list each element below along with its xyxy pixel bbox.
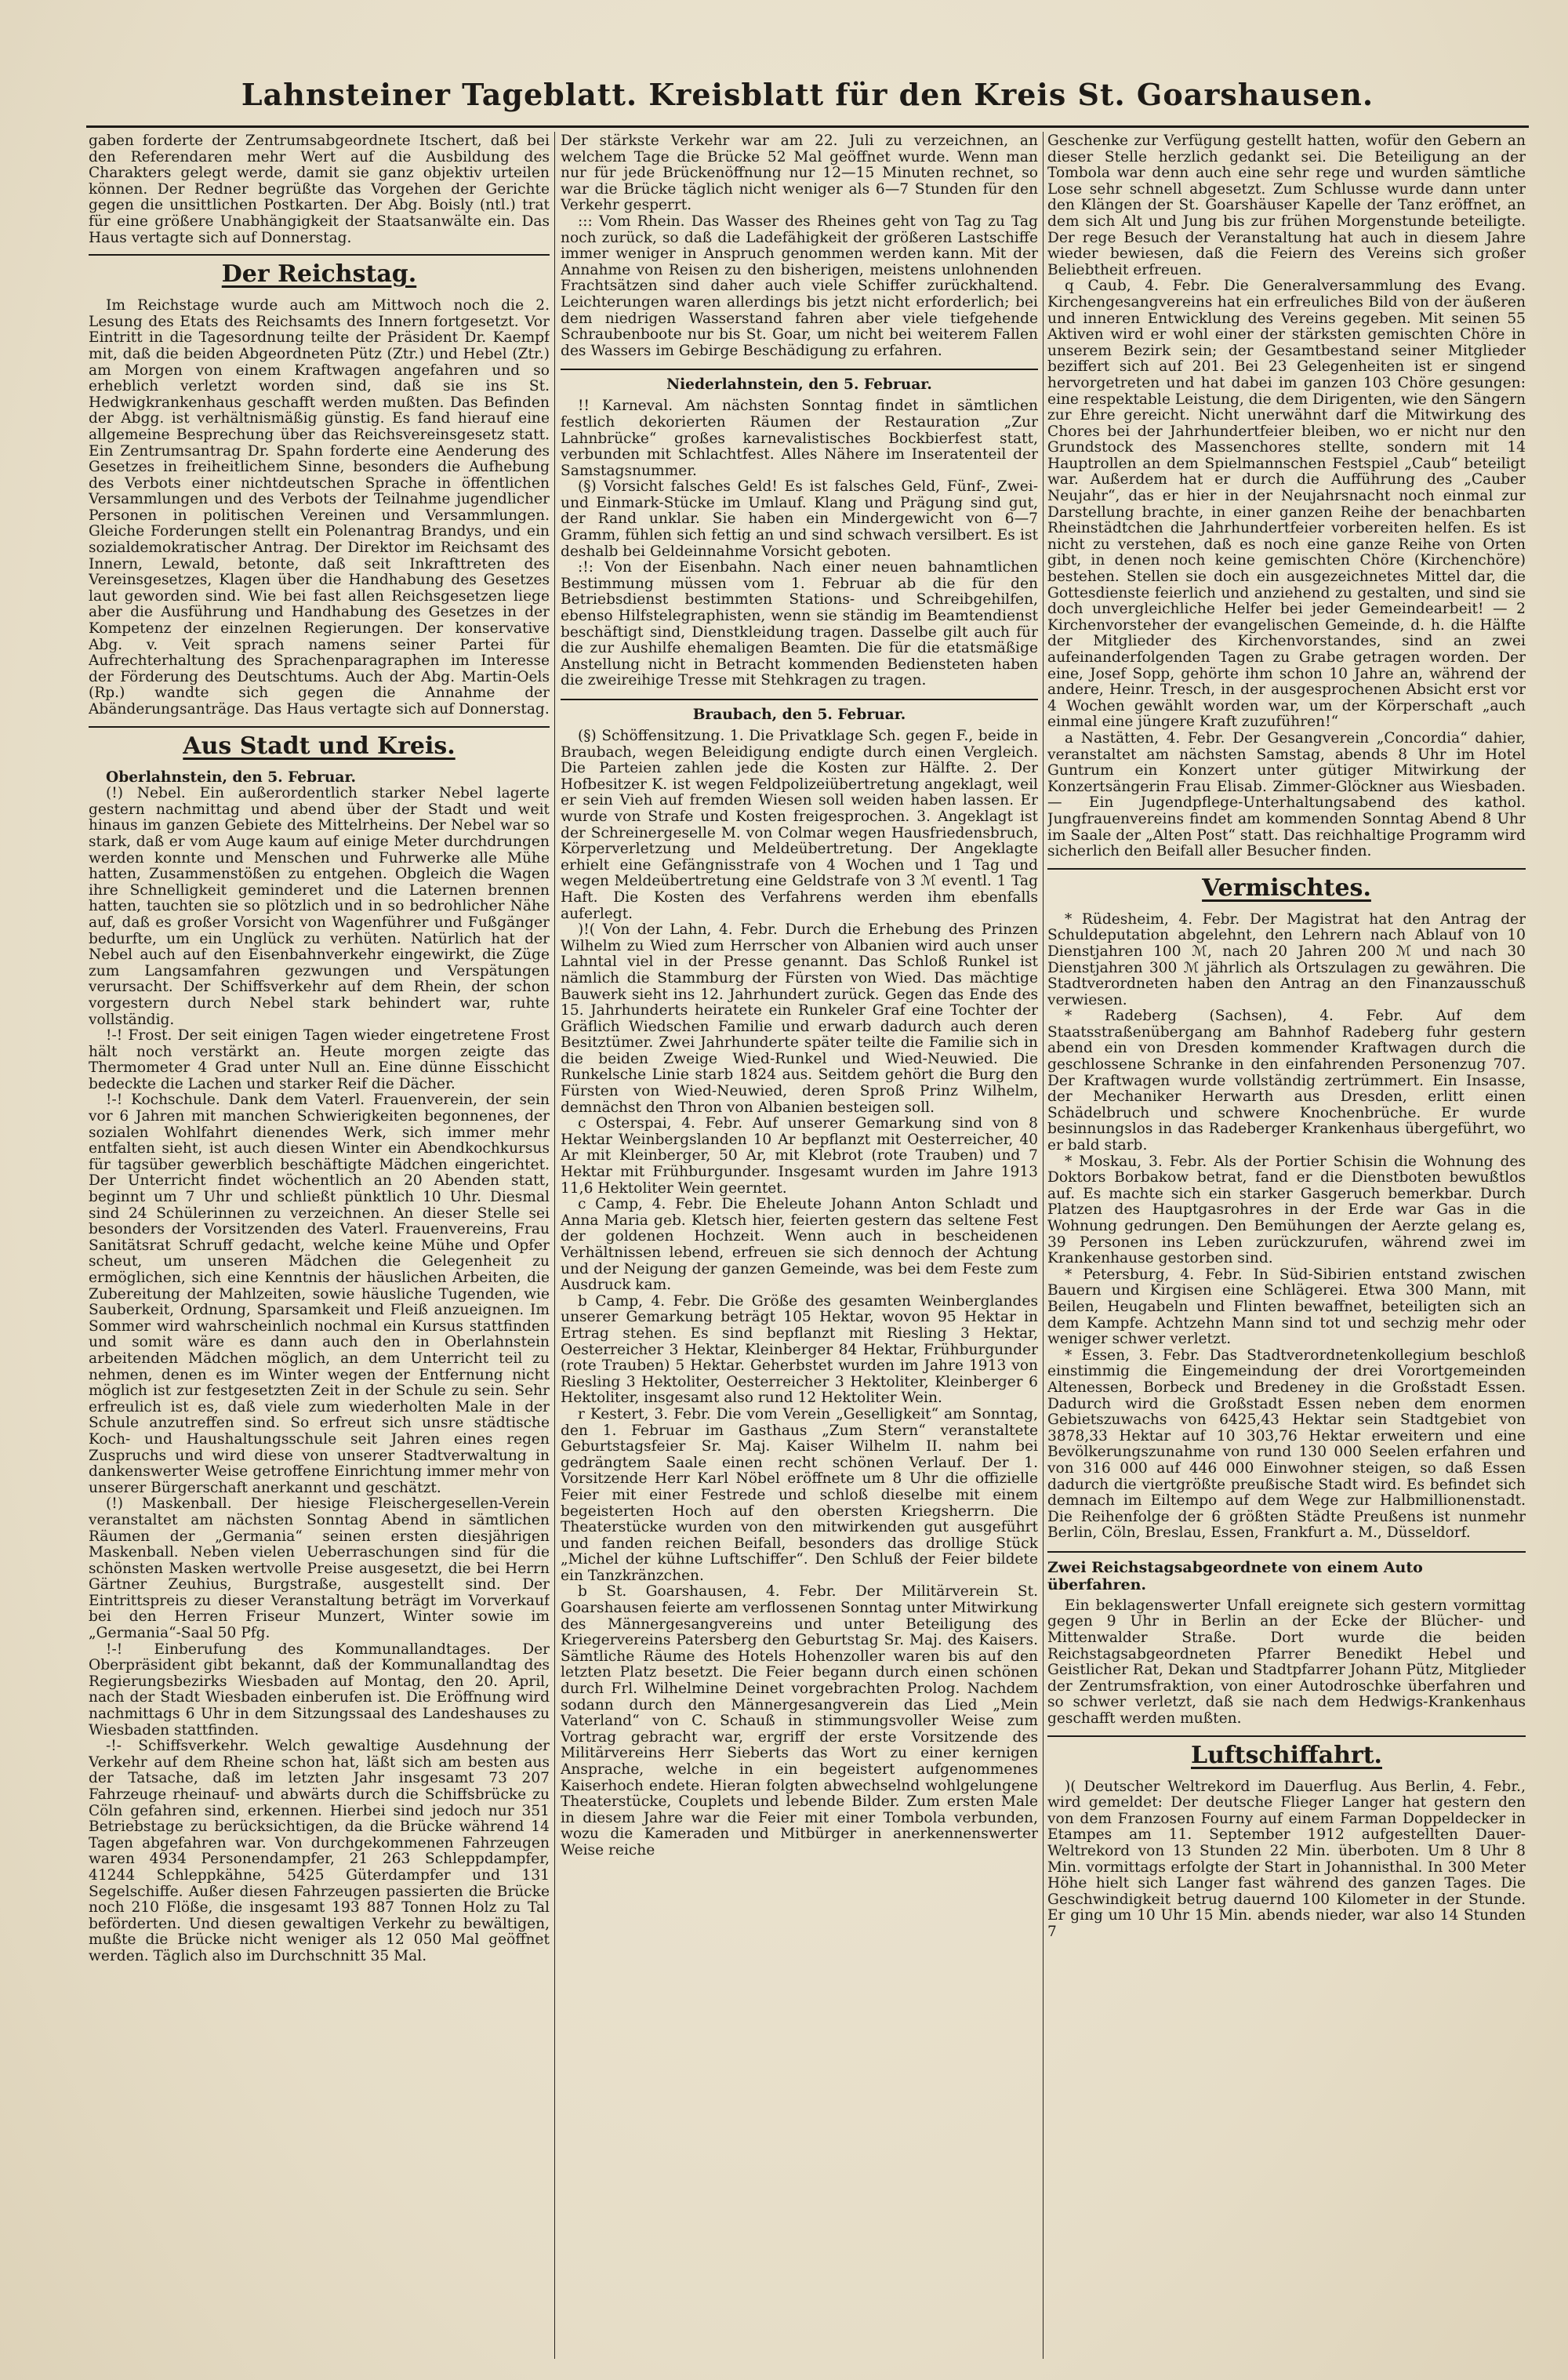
column-3 [1047,133,1526,2360]
column-divider [554,132,555,2359]
section-title: Der Reichstag. [221,260,417,289]
paragraph: c Osterspai, 4. Febr. Auf unserer Gemarkung sind von 8 Hektar Weinbergslanden 10 Ar bepflanzt mit Oesterreicher, 40 Ar mit Kleinberger, 50 Ar, mit Klebrot (rote Trauben) und 7 Hektar mit Frühburgunder. Insgesamt wurden im Jahre 1913 11,6 Hektoliter Wein geerntet. [561,1115,1038,1197]
paragraph: (§) Vorsicht falsches Geld! Es ist falsches Geld, Fünf-, Zwei- und Einmark-Stücke im Umlauf. Klang und Prägung sind gut, der Rand unklar. Sie haben ein Mindergewicht von 6—7 Gramm, fühlen sich fettig an und sind schwach versilbert. Es ist deshalb bei Geldeinnahme Vorsicht geboten. [561,478,1038,560]
column-divider [1043,132,1044,2359]
paragraph: ::: Vom Rhein. Das Wasser des Rheines geht von Tag zu Tag noch zurück, so daß die Ladefähigkeit der größeren Lastschiffe immer weniger in Anspruch genommen werden kann. Mit der Annahme von Reisen zu den bisherigen, meistens unlohnenden Frachtsätzen sind daher auch viele Schiffer zurückhaltend. Leichterungen waren allerdings bis jetzt nicht erforderlich; bei dem niedrigen Wasserstand fahren aber viele tiefgehende Schraubenboote nur bis St. Goar, um nicht bei weiterem Fallen des Wassers im Gebirge Beschädigung zu erfahren. [561,213,1038,359]
column-1 [89,133,550,2360]
paragraph: c Camp, 4. Febr. Die Eheleute Johann Anton Schladt und Anna Maria geb. Kletsch hier, feierten gestern das seltene Fest der goldenen Hochzeit. Wenn auch in bescheidenen Verhältnissen lebend, erfreuen sie sich dennoch der Achtung und der Neigung der ganzen Gemeinde, was bei dem Feste zum Ausdruck kam. [561,1196,1038,1294]
paragraph: Der stärkste Verkehr war am 22. Juli zu verzeichnen, an welchem Tage die Brücke 52 Mal geöffnet wurde. Wenn man nur für jede Brückenöffnung nur 12—15 Minuten rechnet, so war die Brücke täglich nicht weniger als 6—7 Stunden für den Verkehr gesperrt. [561,133,1038,214]
paragraph: Ein beklagenswerter Unfall ereignete sich gestern vormittag gegen 9 Uhr in Berlin an der Ecke der Blücher- und Mittenwalder Straße. Dort wurde die beiden Reichstagsabgeordneten Pfarrer Benedikt Hebel und Geistlicher Rat, Dekan und Stadtpfarrer Johann Pütz, Mitglieder der Zentrumsfraktion, von einer Autodroschke überfahren und so schwer verletzt, daß sie nach dem Hedwigs-Krankenhaus geschafft werden mußten. [1047,1597,1526,1728]
paragraph: * Rüdesheim, 4. Febr. Der Magistrat hat den Antrag der Schuldeputation abgelehnt, den Lehrern nach Ablauf von 10 Dienstjahren 100 ℳ, nach 20 Jahren 200 ℳ und nach 30 Dienstjahren 300 ℳ jährlich als Ortszulagen zu gewähren. Die Stadtverordneten haben den Antrag an den Finanzausschuß verwiesen. [1047,910,1526,1008]
masthead-rule [86,125,1529,128]
section-header [1047,1735,1526,1773]
paragraph: * Petersburg, 4. Febr. In Süd-Sibirien entstand zwischen Bauern und Kirgisen eine Schlägerei. Etwa 300 Mann, mit Beilen, Heugabeln und Flinten bewaffnet, beteiligten sich an dem Kampfe. Achtzehn Mann sind tot und sechzig mehr oder weniger schwer verletzt. [1047,1266,1526,1348]
paragraph: gaben forderte der Zentrumsabgeordnete Itschert, daß bei den Referendaren mehr Wert auf die Ausbildung des Charakters gelegt werde, damit sie ganz objektiv urteilen können. Der Redner begrüßte das Vorgehen der Gerichte gegen die unsittlichen Postkarten. Der Abg. Boisly (ntl.) trat für eine größere Unabhängigkeit der Staatsanwälte ein. Das Haus vertagte sich auf Donnerstag. [89,133,550,246]
masthead: Lahnsteiner Tageblatt. Kreisblatt für den Kreis St. Goarshausen. [241,77,1374,112]
dateline: Braubach, den 5. Februar. [561,699,1038,724]
article-headline: Zwei Reichstagsabgeordnete von einem Auto überfahren. [1047,1551,1526,1593]
paragraph: !! Karneval. Am nächsten Sonntag findet in sämtlichen festlich dekorierten Räumen der Restauration „Zur Lahnbrücke“ großes karnevalistisches Bockbierfest statt, verbunden mit Schlachtfest. Alles Nähere im Inseratenteil der Samstagsnummer. [561,398,1038,479]
paragraph: (!) Nebel. Ein außerordentlich starker Nebel lagerte gestern nachmittag und abend über der Stadt und weit hinaus im ganzen Gebiete des Mittelrheins. Der Nebel war so stark, daß er vom Auge kaum auf einige Meter durchdrungen werden konnte und Menschen und Fuhrwerke alle Mühe hatten, Zusammenstößen zu entgehen. Obgleich die Wagen ihre Schnelligkeit geminderet und die Laternen brennen hatten, tauchten sie so plötzlich und in so bedrohlicher Nähe auf, daß es großer Vorsicht von Wagenführer und Fußgänger bedurfte, um ein Unglück zu verhüten. Natürlich hat der Nebel auch auf den Eisenbahnverkehr eingewirkt, die Züge zum Langsamfahren gezwungen und Verspätungen verursacht. Der Schiffsverkehr auf dem Rhein, der schon vorgestern durch Nebel stark behindert war, ruhte vollständig. [89,785,550,1028]
paragraph: * Essen, 3. Febr. Das Stadtverordnetenkollegium beschloß einstimmig die Eingemeindung der drei Vorortgemeinden Altenessen, Borbeck und Bredeney in die Großstadt Essen. Dadurch wird die Großstadt Essen neben dem enormen Gebietszuwachs von 6425,43 Hektar sein Stadtgebiet von 3878,33 Hektar auf 10 303,76 Hektar erweitern und eine Bevölkerungszunahme von rund 130 000 Seelen erfahren und von 316 000 auf 446 000 Einwohner steigen, so daß Essen dadurch die viertgrößte preußische Stadt wird. Es befindet sich demnach im Eiltempo auf dem Wege zur Halbmillionenstadt. Die Reihenfolge der 6 größten Städte Preußens ist nunmehr Berlin, Cöln, Breslau, Essen, Frankfurt a. M., Düsseldorf. [1047,1346,1526,1542]
paragraph: )( Deutscher Weltrekord im Dauerflug. Aus Berlin, 4. Febr., wird gemeldet: Der deutsche Flieger Langer hat gestern den von dem Franzosen Fourny auf einem Farman Doppeldecker in Etampes am 11. September 1912 aufgestellten Dauer-Weltrekord von 13 Stunden 22 Min. überboten. Um 8 Uhr 8 Min. vormittags erfolgte der Start in Johannisthal. In 300 Meter Höhe hielt sich Langer fast während des ganzen Tages. Die Geschwindigkeit betrug dauernd 100 Kilometer in der Stunde. Er ging um 10 Uhr 15 Min. abends nieder, war also 14 Stunden 7 [1047,1778,1526,1940]
section-title: Vermischtes. [1202,874,1371,902]
dateline: Niederlahnstein, den 5. Februar. [561,369,1038,394]
paragraph: -!- Schiffsverkehr. Welch gewaltige Ausdehnung der Verkehr auf dem Rheine schon hat, läßt sich am besten aus der Tatsache, daß im letzten Jahr insgesamt 73 207 Fahrzeuge rheinauf- und abwärts durch die Schiffsbrücke zu Cöln gefahren sind, erkennen. Hierbei sind jedoch nur 351 Betriebstage zu berücksichtigen, da die Brücke während 14 Tagen abgefahren war. Von durchgekommenen Fahrzeugen waren 4934 Personendampfer, 21 263 Schleppdampfer, 41244 Schleppkähne, 5425 Güterdampfer und 131 Segelschiffe. Außer diesen Fahrzeugen passierten die Brücke noch 210 Flöße, die insgesamt 193 887 Tonnen Holz zu Tal beförderten. Und diesen gewaltigen Verkehr zu bewältigen, mußte die Brücke nicht weniger als 12 050 Mal geöffnet werden. Täglich also im Durchschnitt 35 Mal. [89,1738,550,1964]
paragraph: Im Reichstage wurde auch am Mittwoch noch die 2. Lesung des Etats des Reichsamts des Innern fortgesetzt. Vor Eintritt in die Tagesordnung teilte der Präsident Dr. Kaempf mit, daß die beiden Abgeordneten Pütz (Ztr.) und Hebel (Ztr.) am Morgen von einem Kraftwagen angefahren und so erheblich verletzt worden sind, daß sie ins St. Hedwigkrankenhaus geschafft werden mußten. Das Befinden der Abgg. ist verhältnismäßig günstig. Es fand hierauf eine allgemeine Besprechung über das Reichsvereinsgesetz statt. Ein Zentrumsantrag Dr. Spahn forderte eine Aenderung des Gesetzes in freiheitlichem Sinne, besonders die Aufhebung des Verbots einer nichtdeutschen Sprache in öffentlichen Versammlungen und des Verbots der Teilnahme jugendlicher Personen in politischen Vereinen und Versammlungen. Gleiche Forderungen stellt ein Polenantrag Brandys, und ein sozialdemokratischer Antrag. Der Direktor im Reichsamt des Innern, Lewald, betonte, daß seit Inkrafttreten des Vereinsgesetzes, Klagen über die Handhabung des Gesetzes laut geworden sind. Wie bei fast allen Reichsgesetzen liege aber die Ausführung und Handhabung des Gesetzes in der Kompetenz der einzelnen Regierungen. Der konservative Abg. v. Veit sprach namens seiner Partei für Aufrechterhaltung des Sprachenparagraphen im Interesse der Förderung des Deutschtums. Auch der Abg. Martin-Oels (Rp.) wandte sich gegen die Annahme der Abänderungsanträge. Das Haus vertagte sich auf Donnerstag. [89,297,550,718]
paragraph: !-! Kochschule. Dank dem Vaterl. Frauenverein, der sein vor 6 Jahren mit manchen Schwierigkeiten begonnenes, der sozialen Wohlfahrt dienendes Werk, sich immer mehr entfalten sieht, ist auch diesen Winter ein Abendkochkursus für tagsüber gewerblich beschäftigte Mädchen eingerichtet. Der Unterricht findet wöchentlich an 20 Abenden statt, beginnt um 7 Uhr und schließt pünktlich 10 Uhr. Diesmal sind 24 Schülerinnen zu verzeichnen. An dieser Stelle sei besonders der Vorsitzenden des Vaterl. Frauenvereins, Frau Sanitätsrat Schruff gedacht, welche keine Mühe und Opfer scheut, um unseren Mädchen die Gelegenheit zu ermöglichen, sich eine Kenntnis der häuslichen Arbeiten, die Zubereitung der Mahlzeiten, sowie häusliche Tugenden, wie Sauberkeit, Ordnung, Sparsamkeit und Fleiß anzueignen. Im Sommer wird wahrscheinlich nochmal ein Kursus stattfinden und somit wäre es dann auch den in Oberlahnstein arbeitenden Mädchen möglich, an dem Unterricht teil zu nehmen, denen es im Winter wegen der Entfernung nicht möglich ist zur festgesetzten Zeit in der Schule zu sein. Sehr erfreulich ist es, daß viele zum wiederholten Male in der Schule anzutreffen sind. So erfreut sich unsre städtische Koch- und Haushaltungsschule seit Jahren eines regen Zuspruchs und wird diese von unserer Stadtverwaltung in dankenswerter Weise getroffene Einrichtung immer mehr von unserer Bürgerschaft anerkannt und geschätzt. [89,1092,550,1496]
paragraph: (!) Maskenball. Der hiesige Fleischergesellen-Verein veranstaltet am nächsten Sonntag Abend in sämtlichen Räumen der „Germania“ seinen ersten diesjährigen Maskenball. Neben vielen Ueberraschungen sind für die schönsten Masken wertvolle Preise ausgesetzt, die bei Herrn Gärtner Zeuhius, Burgstraße, ausgestellt sind. Der Eintrittspreis zu dieser Veranstaltung beträgt im Vorverkauf bei den Herren Friseur Munzert, Winter sowie im „Germania“-Saal 50 Pfg. [89,1495,550,1642]
dateline: Oberlahnstein, den 5. Februar. [106,769,357,786]
section-title: Luftschiffahrt. [1190,1741,1382,1769]
paragraph: (§) Schöffensitzung. 1. Die Privatklage Sch. gegen F., beide in Braubach, wegen Beleidigung endigte durch einen Vergleich. Die Parteien zahlen jede die Kosten zur Hälfte. 2. Der Hofbesitzer K. ist wegen Feldpolizeiübertretung angeklagt, weil er sein Vieh auf fremden Wiesen soll weiden haben lassen. Er wurde von Strafe und Kosten freigesprochen. 3. Angeklagt ist der Schreinergeselle M. von Colmar wegen Hausfriedensbruch, Körperverletzung und Meldeübertretung. Der Angeklagte erhielt eine Gefängnisstrafe von 4 Wochen und 1 Tag und wegen Meldeübertretung eine Geldstrafe von 3 ℳ eventl. 1 Tag Haft. Die Kosten des Verfahrens werden ihm ebenfalls auferlegt. [561,728,1038,922]
paragraph: q Caub, 4. Febr. Die Generalversammlung des Evang. Kirchengesangvereins hat ein erfreuliches Bild von der äußeren und inneren Entwicklung des Vereins gegeben. Mit seinen 55 Aktiven wird er wohl einer der stärksten gemischten Chöre in unserem Bezirk sein; der Gesamtbestand seiner Mitglieder beziffert sich auf 201. Bei 23 Gelegenheiten ist er singend hervorgetreten und hat dabei im ganzen 103 Chöre gesungen: eine respektable Leistung, die dem Dirigenten, wie den Sängern zur Ehre gereicht. Nicht unerwähnt darf die Mitwirkung des Chores bei der Jahrhundertfeier bleiben, wo er nicht nur den Grundstock des Massenchores stellte, sondern mit 14 Hauptrollen an dem Spielmannschen Festspiel „Caub“ beteiligt war. Außerdem hat er durch die Aufführung des „Cauber Neujahr“, das er hier in der Neujahrsnacht noch einmal zur Darstellung brachte, in einer ganzen Reihe der benachbarten Rheinstädtchen die Jahrhundertfeier vorbereiten helfen. Es ist nicht zu verstehen, daß es noch eine ganze Reihe von Orten gibt, in denen noch keine gemischten Chöre (Kirchenchöre) bestehen. Stellen sie doch ein ausgezeichnetes Mittel dar, die Gottesdienste feierlich und anziehend zu gestalten, und sind sie doch unvergleichliche Helfer bei jeder Gemeindearbeit! — 2 Kirchenvorsteher der evangelischen Gemeinde, d. h. die Hälfte der Mitglieder des Kirchenvorstandes, sind an zwei aufeinanderfolgenden Tagen zu Grabe getragen worden. Der eine, Josef Sopp, gehörte ihm schon 10 Jahre an, während der andere, Heinr. Tresch, in der ausgesprochenen Absicht erst vor 4 Wochen gewählt worden war, um der Körperschaft „auch einmal eine jüngere Kraft zuzuführen!“ [1047,278,1526,731]
paragraph: :!: Von der Eisenbahn. Nach einer neuen bahnamtlichen Bestimmung müssen vom 1. Februar ab die für den Betriebsdienst bestimmten Stations- und Schreibgehilfen, ebenso Hilfstelegraphisten, wenn sie ständig im Beamtendienst beschäftigt sind, Dienstkleidung tragen. Dasselbe gilt auch für die zur Aushilfe ehemaligen Beamten. Die für die etatsmäßige Anstellung nicht in Betracht kommenden Bediensteten haben die zweireihige Tresse mit Stehkragen zu tragen. [561,559,1038,689]
paragraph: b St. Goarshausen, 4. Febr. Der Militärverein St. Goarshausen feierte am verflossenen Sonntag unter Mitwirkung des Männergesangvereins und unter Beteiligung des Kriegervereins Patersberg den Geburtstag Sr. Maj. des Kaisers. Sämtliche Räume des Hotels Hohenzoller waren bis auf den letzten Platz besetzt. Die Feier begann durch einen schönen durch Frl. Wilhelmine Deinet vorgebrachten Prolog. Nachdem sodann durch den Männergesangverein das Lied „Mein Vaterland“ von C. Schauß in stimmungsvoller Weise zum Vortrag gebracht war, ergriff der erste Vorsitzende des Militärvereins Herr Sieberts das Wort zu einer kernigen Ansprache, welche in ein begeistert aufgenommenes Kaiserhoch endete. Hieran folgten abwechselnd wohlgelungene Theaterstücke, Couplets und lebende Bilder. Zum ersten Male in diesem Jahre war die Feier mit einer Tombola verbunden, wozu die Kameraden und Mitbürger in anerkennenswerter Weise reiche [561,1583,1038,1859]
paragraph: !-! Frost. Der seit einigen Tagen wieder eingetretene Frost hält noch verstärkt an. Heute morgen zeigte das Thermometer 4 Grad unter Null an. Eine dünne Eisschicht bedeckte die Lachen und starker Reif die Dächer. [89,1027,550,1092]
section-header [89,726,550,764]
paragraph: r Kestert, 3. Febr. Die vom Verein „Geselligkeit“ am Sonntag, den 1. Februar im Gasthaus „Zum Stern“ veranstaltete Geburtstagsfeier Sr. Maj. Kaiser Wilhelm II. nahm bei gedrängtem Saale einen recht schönen Verlauf. Der 1. Vorsitzende Herr Karl Nöbel eröffnete um 8 Uhr die offizielle Feier mit einer Festrede und schloß dieselbe mit einem begeisterten Hoch auf den obersten Kriegsherrn. Die Theaterstücke wurden von den mitwirkenden gut ausgeführt und fanden reichen Beifall, besonders das drollige Stück „Michel der kühne Luftschiffer“. Den Schluß der Feier bildete ein Tanzkränzchen. [561,1405,1038,1584]
section-header [1047,868,1526,906]
section-header [89,254,550,292]
paragraph: * Moskau, 3. Febr. Als der Portier Schisin die Wohnung des Doktors Borbakow betrat, fand er die Dienstboten bewußtlos auf. Es machte sich ein starker Gasgeruch bemerkbar. Durch Platzen des Hauptgasrohres in der Erde war Gas in die Wohnung gedrungen. Den Bemühungen der Aerzte gelang es, 39 Personen ins Leben zurückzurufen, während zwei im Krankenhause gestorben sind. [1047,1153,1526,1267]
paragraph: * Radeberg (Sachsen), 4. Febr. Auf dem Staatsstraßenübergang am Bahnhof Radeberg fuhr gestern abend ein von Dresden kommender Kraftwagen durch die geschlossene Schranke in den einfahrenden Personenzug 707. Der Kraftwagen wurde vollständig zertrümmert. Ein Insasse, der Mechaniker Herwarth aus Dresden, erlitt einen Schädelbruch und schwere Knochenbrüche. Er wurde besinnungslos in das Radeberger Krankenhaus übergeführt, wo er bald starb. [1047,1008,1526,1154]
paragraph: !-! Einberufung des Kommunallandtages. Der Oberpräsident gibt bekannt, daß der Kommunallandtag des Regierungsbezirks Wiesbaden auf Montag, den 20. April, nach der Stadt Wiesbaden einberufen ist. Die Eröffnung wird nachmittags 6 Uhr in dem Sitzungssaal des Landeshauses zu Wiesbaden stattfinden. [89,1641,550,1739]
paragraph: )!( Von der Lahn, 4. Febr. Durch die Erhebung des Prinzen Wilhelm zu Wied zum Herrscher von Albanien wird auch unser Lahntal viel in der Presse genannt. Das Schloß Runkel ist nämlich die Stammburg der Fürsten von Wied. Das mächtige Bauwerk sieht ins 12. Jahrhundert zurück. Gegen das Ende des 15. Jahrhunderts heiratete ein Runkeler Graf eine Tochter der Gräflich Wiedschen Familie und erwarb dadurch auch deren Besitztümer. Zwei Jahrhunderte später teilte die Familie sich in die beiden Zweige Wied-Runkel und Wied-Neuwied. Die Runkelsche Linie starb 1824 aus. Seitdem gehört die Burg den Fürsten von Wied-Neuwied, deren Sproß Prinz Wilhelm, demnächst den Thron von Albanien besteigen soll. [561,921,1038,1116]
section-title: Aus Stadt und Kreis. [183,732,456,760]
paragraph: a Nastätten, 4. Febr. Der Gesangverein „Concordia“ dahier, veranstaltet am nächsten Samstag, abends 8 Uhr im Hotel Guntrum ein Konzert unter gütiger Mitwirkung der Konzertsängerin Frau Elisab. Zimmer-Glöckner aus Wiesbaden. — Ein Jugendpflege-Unterhaltungsabend des kathol. Jungfrauenvereins findet am kommenden Sonntag Abend 8 Uhr im Saale der „Alten Post“ statt. Das reichhaltige Programm wird sicherlich den Beifall aller Besucher finden. [1047,729,1526,860]
column-2 [561,133,1038,2360]
paragraph: Geschenke zur Verfügung gestellt hatten, wofür den Gebern an dieser Stelle herzlich gedankt sei. Die Beteiligung an der Tombola war denn auch eine sehr rege und wurden sämtliche Lose sehr schnell abgesetzt. Zum Schlusse wurde dann unter den Klängen der St. Goarshäuser Kapelle der Tanz eröffnet, an dem sich Alt und Jung bis zur frühen Morgenstunde beteiligte. Der rege Besuch der Veranstaltung hat auch in diesem Jahre wieder bewiesen, daß die Feiern des Vereins sich großer Beliebtheit erfreuen. [1047,133,1526,278]
paragraph: b Camp, 4. Febr. Die Größe des gesamten Weinberglandes unserer Gemarkung beträgt 105 Hektar, wovon 95 Hektar in Ertrag stehen. Es sind bepflanzt mit Riesling 3 Hektar, Oesterreicher 3 Hektar, Kleinberger 84 Hektar, Frühburgunder (rote Trauben) 5 Hektar. Geherbstet wurden im Jahre 1913 von Riesling 3 Hektoliter, Oesterreicher 3 Hektoliter, Kleinberger 6 Hektoliter, insgesamt also rund 12 Hektoliter Wein. [561,1292,1038,1407]
